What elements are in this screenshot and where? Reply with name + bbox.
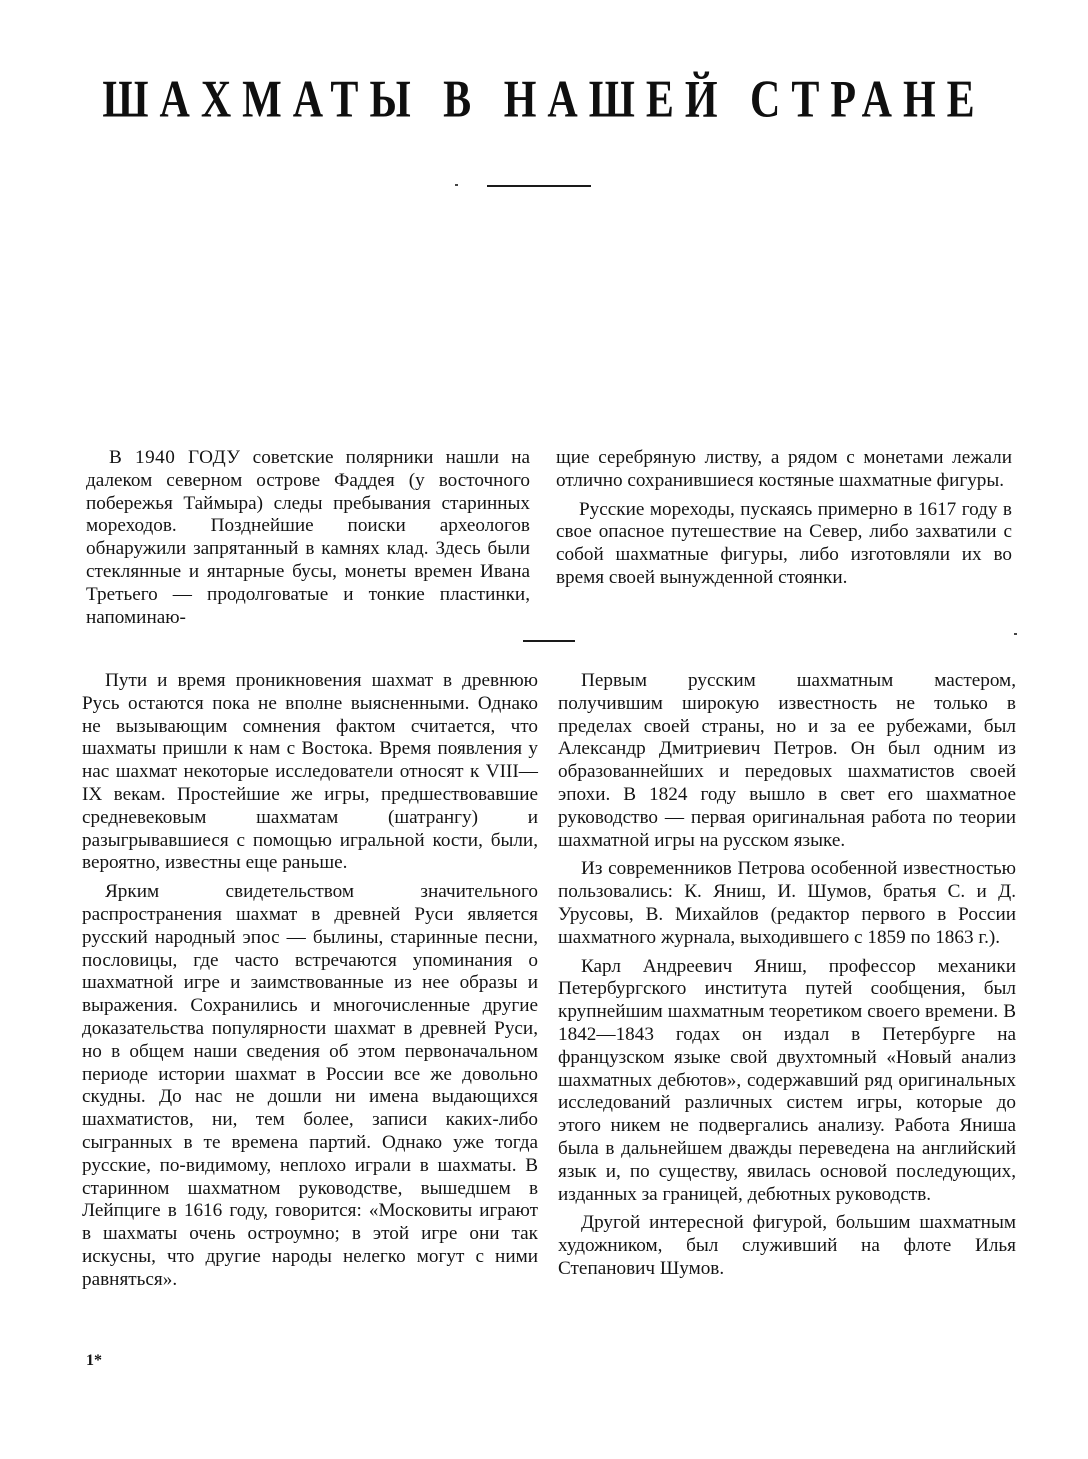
scan-speck xyxy=(455,184,458,186)
scan-speck xyxy=(1014,633,1017,635)
intro-right-paragraph: Русские мореходы, пускаясь примерно в 1617 году в свое опасное путешествие на Север, либо захватили с собой шахматные фигуры, либо изготовляли их во время своей вынужденной стоянки. xyxy=(556,498,1012,588)
body-paragraph: Пути и время проникновения шахмат в древнюю Русь остаются пока не вполне выясненными. Однако не вызывающим сомнения фактом считается, что шахматы пришли к нам с Востока. Время появления у нас шахмат некоторые исследователи относят к VIII—IX векам. Простейшие же игры, предшествовавшие средневековым шахматам (шатрангу) и разыгрывавшиеся с помощью игральной кости, были, вероятно, известны еще раньше. xyxy=(82,670,538,874)
body-paragraph: Ярким свидетельством значительного распространения шахмат в древней Руси является русский народный эпос — былины, старинные песни, пословицы, где часто встречаются упоминания о шахматной игре и заимствованные из нее образы и выражения. Сохранились и многочисленные другие доказательства популярности шахмат в древней Руси, но в общем наши сведения об этом первоначальном периоде истории шахмат в России все же довольно скудны. До нас не дошли ни имена выдающихся шахматистов, ни, тем более, записи каких-либо сыгранных в те времена партий. Однако уже тогда русские, по-видимому, неплохо играли в шахматы. В старинном шахматном руководстве, вышедшем в Лейпциге в 1616 году, говорится: «Московиты играют в шахматы очень остроумно; в этой игре они так искусны, что другие народы нелегко могут с ними равняться». xyxy=(82,881,538,1290)
intro-text: советские полярники нашли на далеком северном острове Фаддея (у восточного побережья Таймыра) следы пребывания старинных мореходов. Позднейшие поиски археологов обнаружили запрятанный в камнях клад. Здесь были стеклянные и янтарные бусы, монеты времен Ивана Третьего — продолговатые и тонкие пластинки, напоминаю- xyxy=(86,447,530,628)
title-divider xyxy=(487,185,591,187)
body-right-column xyxy=(558,670,1016,1287)
body-left-column xyxy=(82,670,538,1298)
intro-lead-caps: В 1940 ГОДУ xyxy=(109,447,241,468)
body-paragraph: Из современников Петрова особенной известностью пользовались: К. Яниш, И. Шумов, братья С. и Д. Урусовы, В. Михайлов (редактор первого в России шахматного журнала, выходившего с 1859 по 1863 г.). xyxy=(558,858,1016,948)
signature-mark: 1* xyxy=(86,1352,102,1369)
section-divider xyxy=(523,640,575,642)
intro-right-column xyxy=(556,447,1012,596)
body-paragraph: Первым русским шахматным мастером, получившим широкую известность не только в пределах своей страны, но и за ее рубежами, был Александр Дмитриевич Петров. Он был одним из образованнейших и передовых шахматистов своей эпохи. В 1824 году вышло в свет его шахматное руководство — первая оригинальная работа по теории шахматной игры на русском языке. xyxy=(558,670,1016,851)
intro-right-paragraph: щие серебряную листву, а рядом с монетами лежали отлично сохранившиеся костяные шахматные фигуры. xyxy=(556,447,1012,491)
page-title: ШАХМАТЫ В НАШЕЙ СТРАНЕ xyxy=(102,71,986,129)
intro-left-column xyxy=(86,447,530,635)
body-paragraph: Другой интересной фигурой, большим шахматным художником, был служивший на флоте Илья Степанович Шумов. xyxy=(558,1212,1016,1279)
intro-paragraph xyxy=(86,447,530,629)
body-paragraph: Карл Андреевич Яниш, профессор механики Петербургского института путей сообщения, был крупнейшим шахматным теоретиком своего времени. В 1842—1843 годах он издал в Петербурге на французском языке свой двухтомный «Новый анализ шахматных дебютов», содержавший ряд оригинальных исследований различных систем игры, которые до этого никем не подвергались анализу. Работа Яниша была в дальнейшем дважды переведена на английский язык и, по существу, явилась основой последующих, изданных за границей, дебютных руководств. xyxy=(558,955,1016,1205)
